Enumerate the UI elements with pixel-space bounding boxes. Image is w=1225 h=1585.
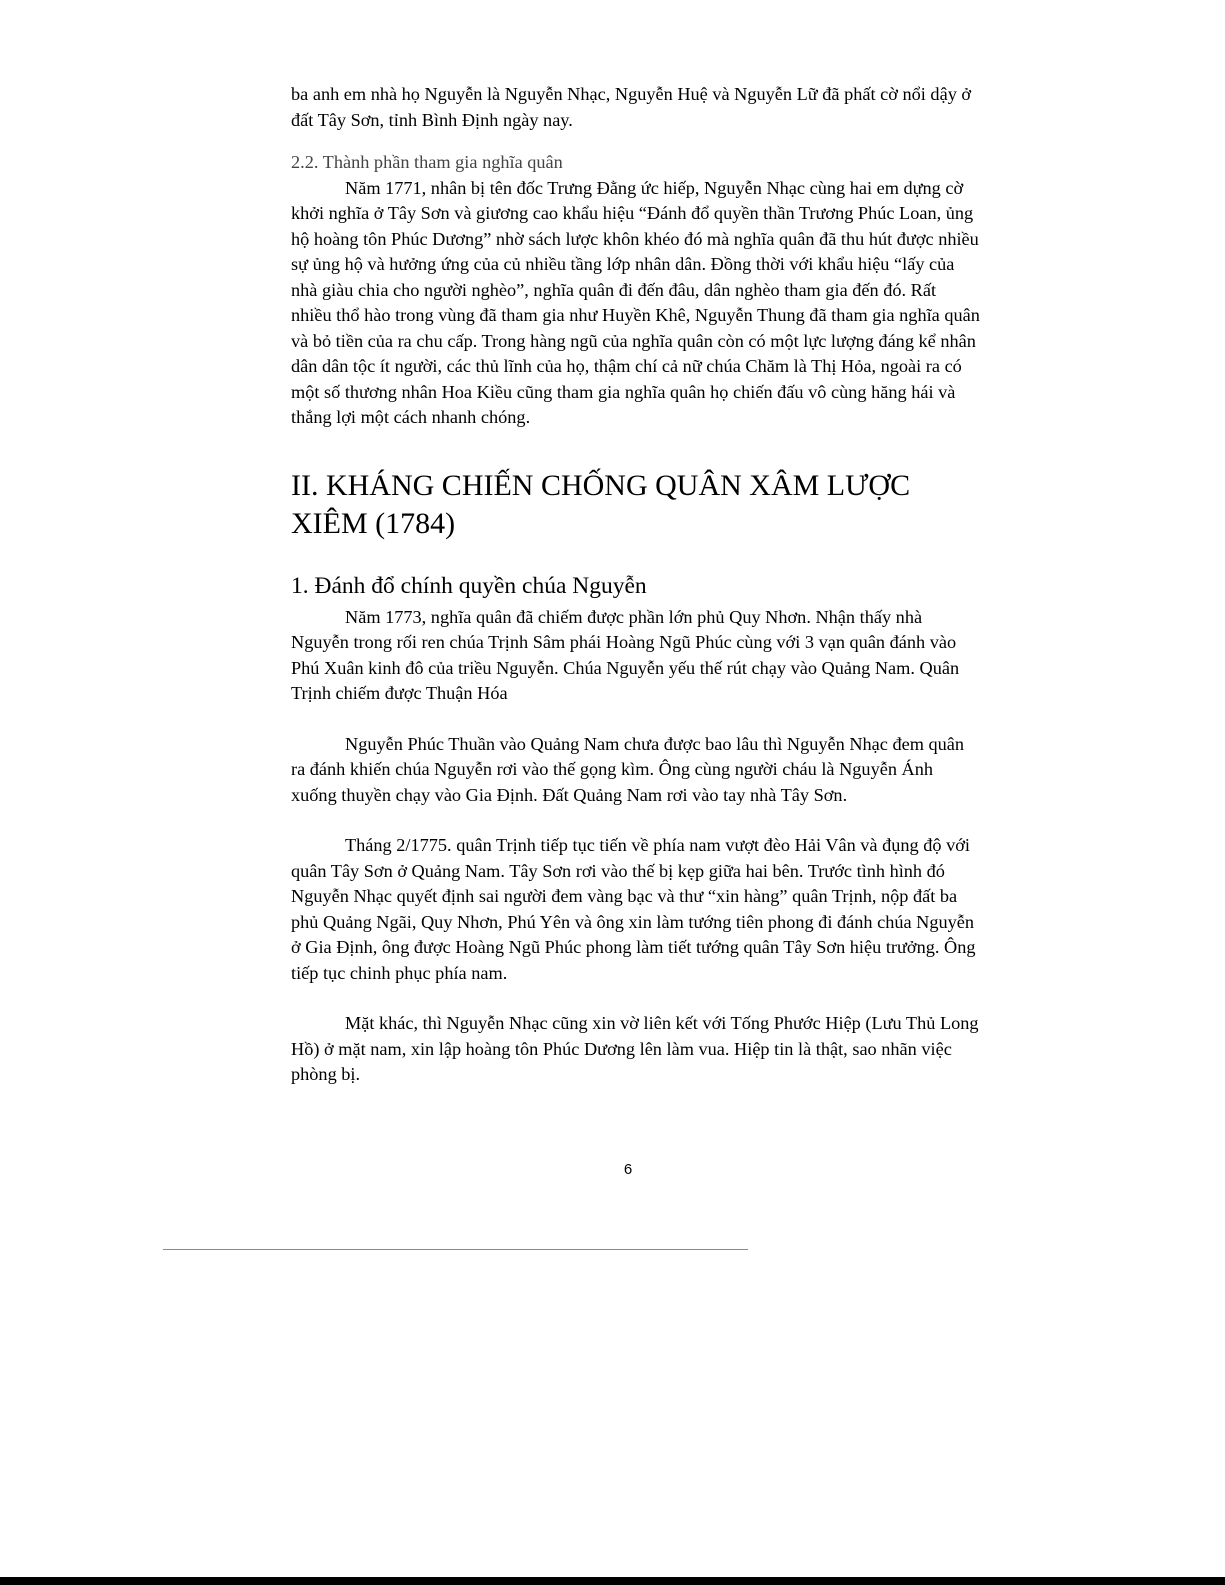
page-content [291, 82, 981, 1088]
section-1-paragraph-1: Năm 1773, nghĩa quân đã chiếm được phần lớn phủ Quy Nhơn. Nhận thấy nhà Nguyễn trong rối ren chúa Trịnh Sâm phái Hoàng Ngũ Phúc cùng với 3 vạn quân đánh vào Phú Xuân kinh đô của triều Nguyễn. Chúa Nguyễn yếu thế rút chạy vào Quảng Nam. Quân Trịnh chiếm được Thuận Hóa [291, 606, 960, 703]
bottom-edge-bar [0, 1577, 1225, 1585]
chapter-title-line-1: II. KHÁNG CHIẾN CHỐNG QUÂN XÂM LƯỢC [291, 468, 911, 502]
chapter-title-line-2: XIÊM (1784) [291, 506, 456, 540]
section-1-heading: 1. Đánh đổ chính quyền chúa Nguyễn [291, 572, 647, 599]
section-2-2-heading: 2.2. Thành phần tham gia nghĩa quân [291, 152, 563, 172]
chapter-title [291, 467, 981, 543]
section-1-paragraph-4: Mặt khác, thì Nguyễn Nhạc cũng xin vờ liên kết với Tống Phước Hiệp (Lưu Thủ Long Hồ) ở mặt nam, xin lập hoàng tôn Phúc Dương lên làm vua. Hiệp tin là thật, sao nhãn việc phòng bị. [291, 1013, 979, 1084]
footer-divider [163, 1249, 748, 1250]
section-2-2-paragraph: Năm 1771, nhân bị tên đốc Trưng Đằng ức hiếp, Nguyễn Nhạc cùng hai em dựng cờ khởi nghĩa ở Tây Sơn và giương cao khẩu hiệu “Đánh đổ quyền thần Trương Phúc Loan, ủng hộ hoàng tôn Phúc Dương” nhờ sách lược khôn khéo đó mà nghĩa quân đã thu hút được nhiều sự ủng hộ và hưởng ứng của củ nhiều tầng lớp nhân dân. Đồng thời với khẩu hiệu “lấy của nhà giàu chia cho người nghèo”, nghĩa quân đi đến đâu, dân nghèo tham gia đến đó. Rất nhiều thổ hào trong vùng đã tham gia như Huyền Khê, Nguyễn Thung đã tham gia nghĩa quân và bỏ tiền của ra chu cấp. Trong hàng ngũ của nghĩa quân còn có một lực lượng đáng kể nhân dân dân tộc ít người, các thủ lĩnh của họ, thậm chí cả nữ chúa Chăm là Thị Hỏa, ngoài ra có một số thương nhân Hoa Kiều cũng tham gia nghĩa quân họ chiến đấu vô cùng hăng hái và thắng lợi một cách nhanh chóng. [291, 177, 980, 427]
page-number: 6 [623, 1161, 633, 1178]
intro-paragraph: ba anh em nhà họ Nguyễn là Nguyễn Nhạc, Nguyễn Huệ và Nguyễn Lữ đã phất cờ nổi dậy ở đất Tây Sơn, tỉnh Bình Định ngày nay. [291, 84, 972, 130]
section-1-paragraph-3: Tháng 2/1775. quân Trịnh tiếp tục tiến về phía nam vượt đèo Hải Vân và đụng độ với quân Tây Sơn ở Quảng Nam. Tây Sơn rơi vào thế bị kẹp giữa hai bên. Trước tình hình đó Nguyễn Nhạc quyết định sai người đem vàng bạc và thư “xin hàng” quân Trịnh, nộp đất ba phủ Quảng Ngãi, Quy Nhơn, Phú Yên và ông xin làm tướng tiên phong đi đánh chúa Nguyễn ở Gia Định, ông được Hoàng Ngũ Phúc phong làm tiết tướng quân Tây Sơn hiệu trưởng. Ông tiếp tục chinh phục phía nam. [291, 835, 976, 983]
section-1-paragraph-2: Nguyễn Phúc Thuần vào Quảng Nam chưa được bao lâu thì Nguyễn Nhạc đem quân ra đánh khiến chúa Nguyễn rơi vào thế gọng kìm. Ông cùng người cháu là Nguyễn Ánh xuống thuyền chạy vào Gia Định. Đất Quảng Nam rơi vào tay nhà Tây Sơn. [291, 733, 965, 805]
